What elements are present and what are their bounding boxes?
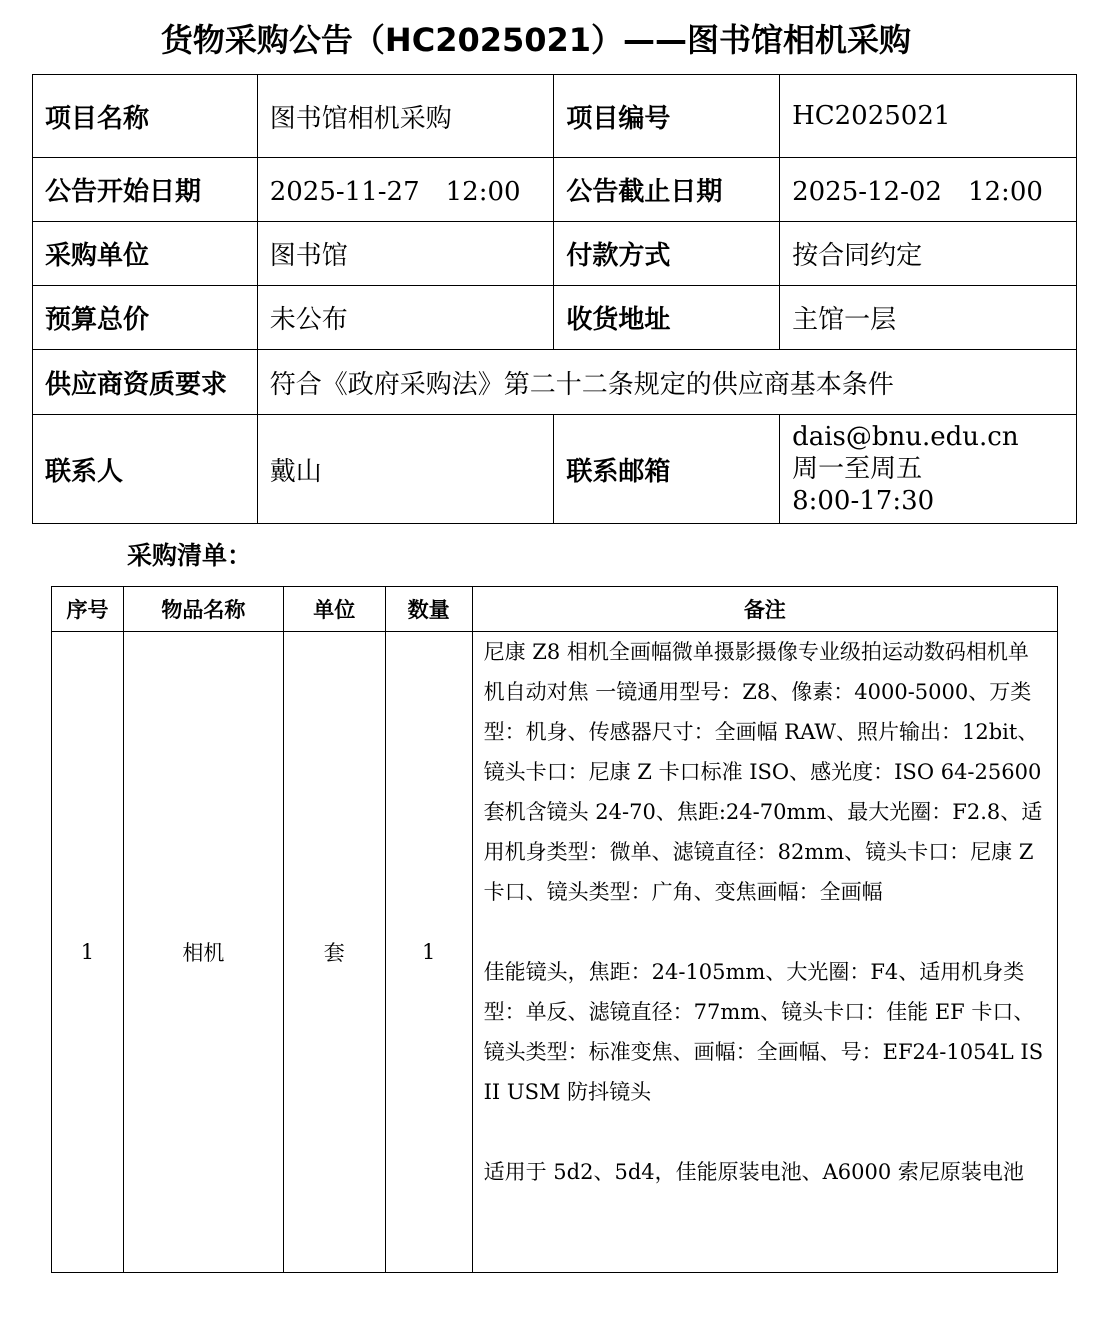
purchase-list-header: [52, 587, 1058, 632]
project-name-value: 图书馆相机采购: [257, 75, 554, 158]
start-date-value: 2025-11-27 12:00: [257, 158, 554, 222]
purchaser-label: 采购单位: [33, 222, 258, 286]
email-cell: [780, 415, 1077, 524]
payment-value: 按合同约定: [780, 222, 1077, 286]
budget-value: 未公布: [257, 286, 554, 350]
email-value[interactable]: dais@bnu.edu.cn: [792, 422, 1019, 452]
contact-label: 联系人: [33, 415, 258, 524]
end-date-label: 公告截止日期: [554, 158, 780, 222]
col-name: 物品名称: [123, 587, 283, 632]
row-unit: 套: [283, 632, 385, 1273]
document-title: 货物采购公告（HC2025021）——图书馆相机采购: [160, 21, 912, 59]
payment-label: 付款方式: [554, 222, 780, 286]
email-label: 联系邮箱: [554, 415, 780, 524]
info-row-project: [33, 75, 1077, 158]
contact-value: 戴山: [257, 415, 554, 524]
purchase-list-table: [51, 586, 1058, 1273]
start-date-label: 公告开始日期: [33, 158, 258, 222]
delivery-label: 收货地址: [554, 286, 780, 350]
col-index: 序号: [52, 587, 124, 632]
info-row-dates: [33, 158, 1077, 222]
purchase-list-heading: 采购清单：: [127, 541, 253, 570]
table-row: [52, 632, 1058, 1273]
hours-time: 8:00-17:30: [792, 486, 935, 516]
info-row-contact: [33, 415, 1077, 524]
row-quantity: 1: [385, 632, 472, 1273]
row-notes: [472, 632, 1057, 1273]
qualification-value: 符合《政府采购法》第二十二条规定的供应商基本条件: [257, 350, 1076, 415]
col-unit: 单位: [283, 587, 385, 632]
qualification-label: 供应商资质要求: [33, 350, 258, 415]
info-row-purchaser: [33, 222, 1077, 286]
end-date-value: 2025-12-02 12:00: [780, 158, 1077, 222]
note-batteries: 适用于 5d2、5d4，佳能原装电池、A6000 索尼原装电池: [483, 1160, 1024, 1184]
delivery-value: 主馆一层: [780, 286, 1077, 350]
project-no-value: HC2025021: [780, 75, 1077, 158]
info-row-qualification: [33, 350, 1077, 415]
row-index: 1: [52, 632, 124, 1273]
note-canon-lens: 佳能镜头，焦距：24-105mm、大光圈：F4、适用机身类型：单反、滤镜直径：77mm、镜头卡口：佳能 EF 卡口、镜头类型：标准变焦、画幅：全画幅、号：EF24-1054L IS II USM 防抖镜头: [483, 960, 1044, 1104]
purchaser-value: 图书馆: [257, 222, 554, 286]
project-name-label: 项目名称: [33, 75, 258, 158]
col-quantity: 数量: [385, 587, 472, 632]
project-info-table: [32, 74, 1077, 524]
col-notes: 备注: [472, 587, 1057, 632]
info-row-budget: [33, 286, 1077, 350]
project-no-label: 项目编号: [554, 75, 780, 158]
note-camera-body: 尼康 Z8 相机全画幅微单摄影摄像专业级拍运动数码相机单机自动对焦 一镜通用型号：Z8、像素：4000-5000、万类型：机身、传感器尺寸：全画幅 RAW、照片输出：12bit、镜头卡口：尼康 Z 卡口标准 ISO、感光度：ISO 64-25600: [483, 640, 1042, 784]
budget-label: 预算总价: [33, 286, 258, 350]
hours-days: 周一至周五: [792, 454, 923, 484]
row-name: 相机: [123, 632, 283, 1273]
note-kit-lens: 套机含镜头 24-70、焦距:24-70mm、最大光圈：F2.8、适用机身类型：微单、滤镜直径：82mm、镜头卡口：尼康 Z 卡口、镜头类型：广角、变焦画幅：全画幅: [483, 800, 1043, 904]
